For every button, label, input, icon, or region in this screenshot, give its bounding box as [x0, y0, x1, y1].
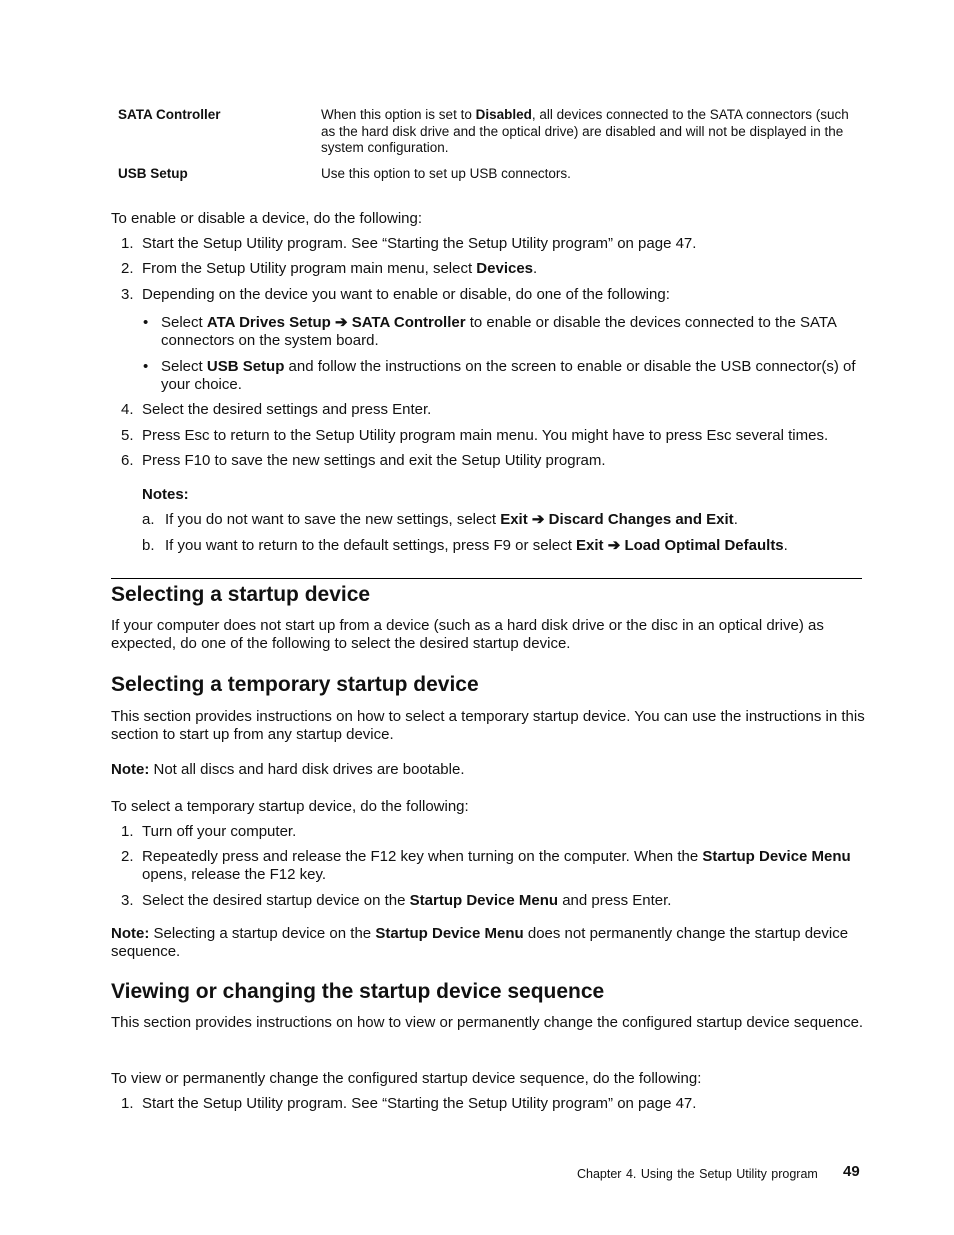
table-desc-usb: Use this option to set up USB connectors.	[321, 166, 571, 181]
arrow-icon: ➔	[527, 511, 549, 528]
arrow-icon: ➔	[603, 537, 625, 554]
section2-paragraph: This section provides instructions on how to select a temporary startup device. You can use the instructions in this section to start up from any startup device.	[111, 708, 865, 743]
enable-intro: To enable or disable a device, do the following:	[111, 210, 423, 227]
section-title-startup-sequence: Viewing or changing the startup device sequence	[111, 980, 605, 1003]
section2-note: Note: Not all discs and hard disk drives are bootable.	[111, 761, 465, 778]
section3-intro: To view or permanently change the configured startup device sequence, do the following:	[111, 1070, 702, 1087]
arrow-icon: ➔	[330, 314, 352, 331]
page-number: 49	[843, 1163, 860, 1180]
notes-title: Notes:	[142, 486, 189, 503]
table-term-usb: USB Setup	[118, 166, 188, 181]
table-desc-sata: When this option is set to Disabled, all devices connected to the SATA connectors (such as the hard disk drive and the optical drive) are disabled and will not be displayed in the system configuration.	[321, 107, 849, 155]
footer-chapter: Chapter 4. Using the Setup Utility program	[577, 1167, 818, 1181]
section1-paragraph: If your computer does not start up from a device (such as a hard disk drive or the disc in an optical drive) as expected, do one of the following to select the desired startup device.	[111, 617, 824, 652]
section-title-startup-device: Selecting a startup device	[111, 583, 371, 606]
section-title-temporary-startup-device: Selecting a temporary startup device	[111, 673, 479, 696]
section3-paragraph: This section provides instructions on how to view or permanently change the configured startup device sequence.	[111, 1014, 864, 1031]
section2-intro: To select a temporary startup device, do the following:	[111, 798, 469, 815]
table-term-sata: SATA Controller	[118, 107, 221, 122]
section2-note-2: Note: Selecting a startup device on the Startup Device Menu does not permanently change the startup device sequence.	[111, 925, 849, 960]
section-rule	[111, 578, 862, 579]
